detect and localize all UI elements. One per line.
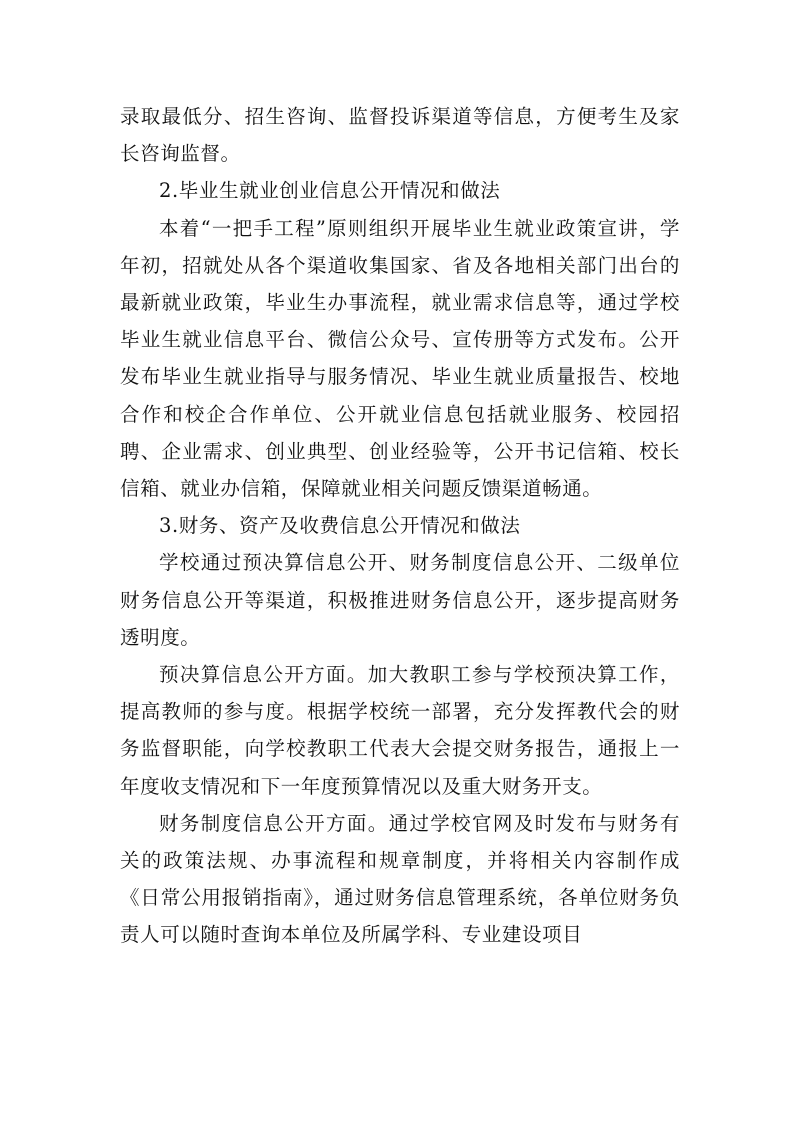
document-body [120, 98, 680, 954]
paragraph-finance-rules: 财务制度信息公开方面。通过学校官网及时发布与财务有关的政策法规、办事流程和规章制度，并将相关内容制作成《日常公用报销指南》，通过财务信息管理系统，各单位财务负责人可以随时查询本单位及所属学科、专业建设项目 [120, 811, 680, 947]
section-heading-finance: 3.财务、资产及收费信息公开情况和做法 [159, 514, 521, 538]
paragraph-employment: 本着“一把手工程”原则组织开展毕业生就业政策宣讲，学年初，招就处从各个渠道收集国家、省及各地相关部门出台的最新就业政策，毕业生办事流程，就业需求信息等，通过学校毕业生就业信息平台、微信公众号、宣传册等方式发布。公开发布毕业生就业指导与服务情况、毕业生就业质量报告、校地合作和校企合作单位、公开就业信息包括就业服务、校园招聘、企业需求、创业典型、创业经验等，公开书记信箱、校长信箱、就业办信箱，保障就业相关问题反馈渠道畅通。 [120, 216, 680, 501]
paragraph-continuation: 录取最低分、招生咨询、监督投诉渠道等信息，方便考生及家长咨询监督。 [120, 105, 680, 166]
section-heading-employment: 2.毕业生就业创业信息公开情况和做法 [159, 179, 501, 203]
paragraph-budget-disclosure: 预决算信息公开方面。加大教职工参与学校预决算工作，提高教师的参与度。根据学校统一部署，充分发挥教代会的财务监督职能，向学校教职工代表大会提交财务报告，通报上一年度收支情况和下一年度预算情况以及重大财务开支。 [120, 663, 680, 798]
paragraph-finance-intro: 学校通过预决算信息公开、财务制度信息公开、二级单位财务信息公开等渠道，积极推进财务信息公开，逐步提高财务透明度。 [120, 551, 680, 649]
